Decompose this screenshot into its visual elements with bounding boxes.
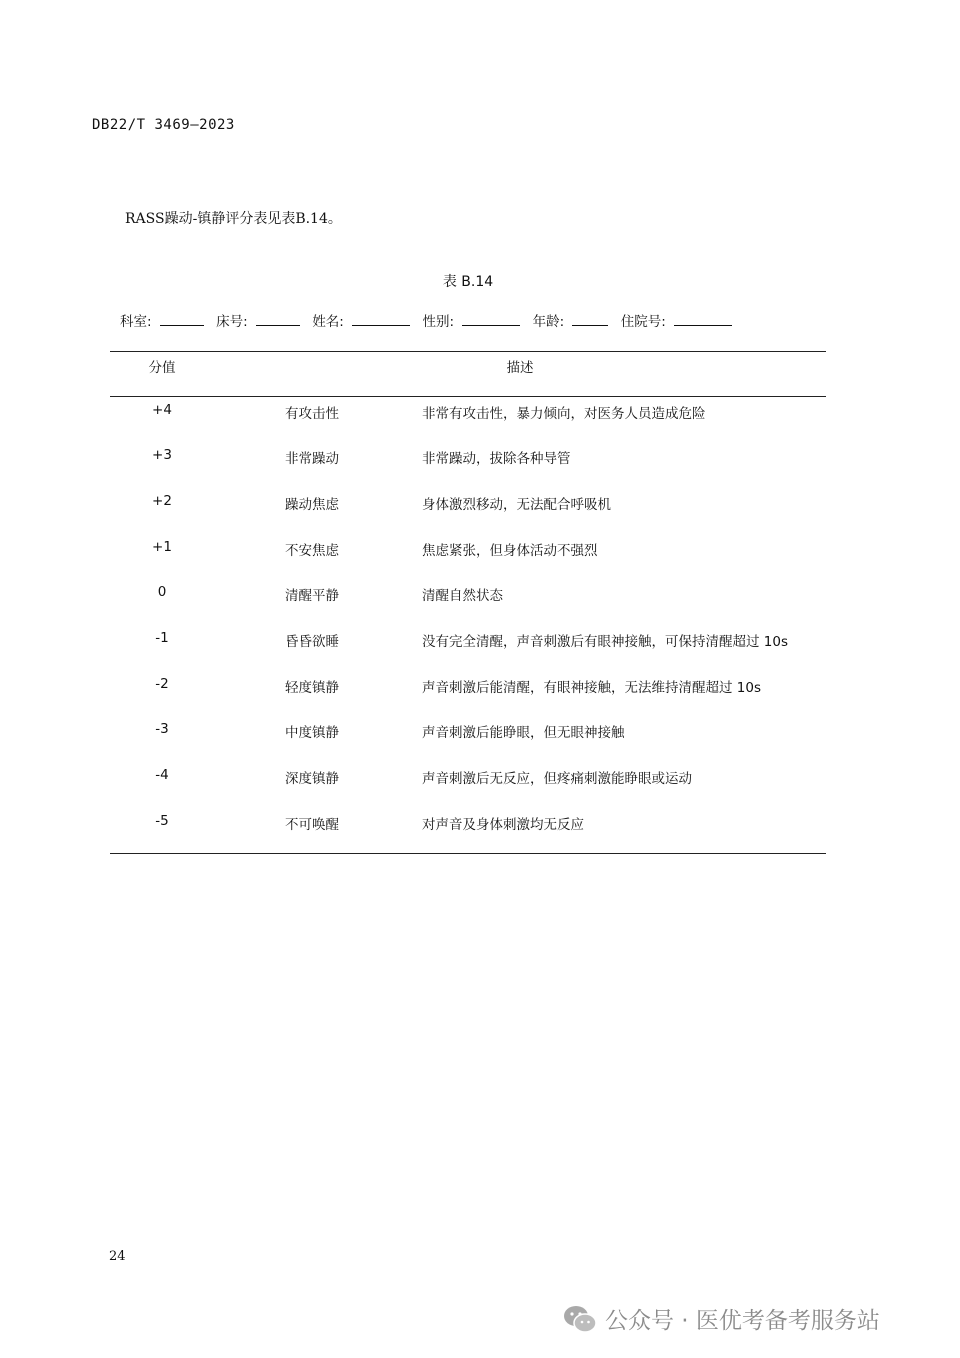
row-level: 昏昏欲睡 [285, 634, 339, 650]
patient-info-line [120, 310, 740, 330]
header-score: 分值 [148, 360, 176, 376]
row-score: 0 [157, 584, 167, 600]
header-description: 描述 [506, 360, 534, 376]
row-description: 没有完全清醒，声音刺激后有眼神接触，可保持清醒超过 10s [422, 634, 789, 650]
page-number: 24 [109, 1249, 126, 1264]
row-score: +2 [152, 493, 172, 509]
row-description: 声音刺激后能清醒，有眼神接触，无法维持清醒超过 10s [422, 680, 762, 696]
name-blank [352, 311, 410, 326]
row-level: 中度镇静 [285, 725, 339, 741]
row-score: +4 [152, 402, 172, 418]
form-label-age: 年龄: [532, 314, 565, 330]
wechat-icon [563, 1304, 597, 1334]
form-label-admission-no: 住院号: [620, 314, 666, 330]
sex-blank [462, 311, 520, 326]
row-description: 焦虑紧张，但身体活动不强烈 [422, 543, 598, 559]
row-score: -3 [155, 721, 169, 737]
row-description: 非常躁动，拔除各种导管 [422, 451, 571, 467]
row-description: 对声音及身体刺激均无反应 [422, 817, 584, 833]
row-description: 身体激烈移动，无法配合呼吸机 [422, 497, 611, 513]
table-bottom-rule [110, 853, 826, 854]
age-blank [572, 311, 608, 326]
row-description: 声音刺激后无反应，但疼痛刺激能睁眼或运动 [422, 771, 692, 787]
row-level: 清醒平静 [285, 588, 339, 604]
watermark-text: 公众号 · 医优考备考服务站 [605, 1308, 880, 1334]
row-level: 深度镇静 [285, 771, 339, 787]
row-description: 非常有攻击性，暴力倾向，对医务人员造成危险 [422, 406, 706, 422]
row-score: -4 [155, 767, 169, 783]
row-level: 轻度镇静 [285, 680, 339, 696]
row-description: 清醒自然状态 [422, 588, 503, 604]
form-label-department: 科室: [120, 314, 152, 330]
table-top-rule [110, 351, 826, 352]
form-label-sex: 性别: [422, 314, 455, 330]
row-level: 躁动焦虑 [285, 497, 339, 513]
row-description: 声音刺激后能睁眼，但无眼神接触 [422, 725, 625, 741]
department-blank [160, 311, 204, 326]
bed-blank [256, 311, 300, 326]
row-score: -5 [155, 813, 169, 829]
row-level: 不安焦虑 [285, 543, 339, 559]
form-label-bed: 床号: [216, 314, 248, 330]
row-level: 不可唤醒 [285, 817, 339, 833]
admission-no-blank [674, 311, 732, 326]
row-level: 有攻击性 [285, 406, 339, 422]
row-score: +3 [152, 447, 172, 463]
form-label-name: 姓名: [312, 314, 344, 330]
row-score: +1 [152, 539, 172, 555]
table-caption: 表 B.14 [442, 274, 494, 290]
row-level: 非常躁动 [285, 451, 339, 467]
row-score: -1 [155, 630, 169, 646]
row-score: -2 [155, 676, 169, 692]
intro-text: RASS躁动-镇静评分表见表B.14。 [125, 211, 342, 227]
watermark [563, 1302, 880, 1335]
table-header-rule [110, 396, 826, 397]
document-code: DB22/T 3469—2023 [92, 117, 235, 133]
